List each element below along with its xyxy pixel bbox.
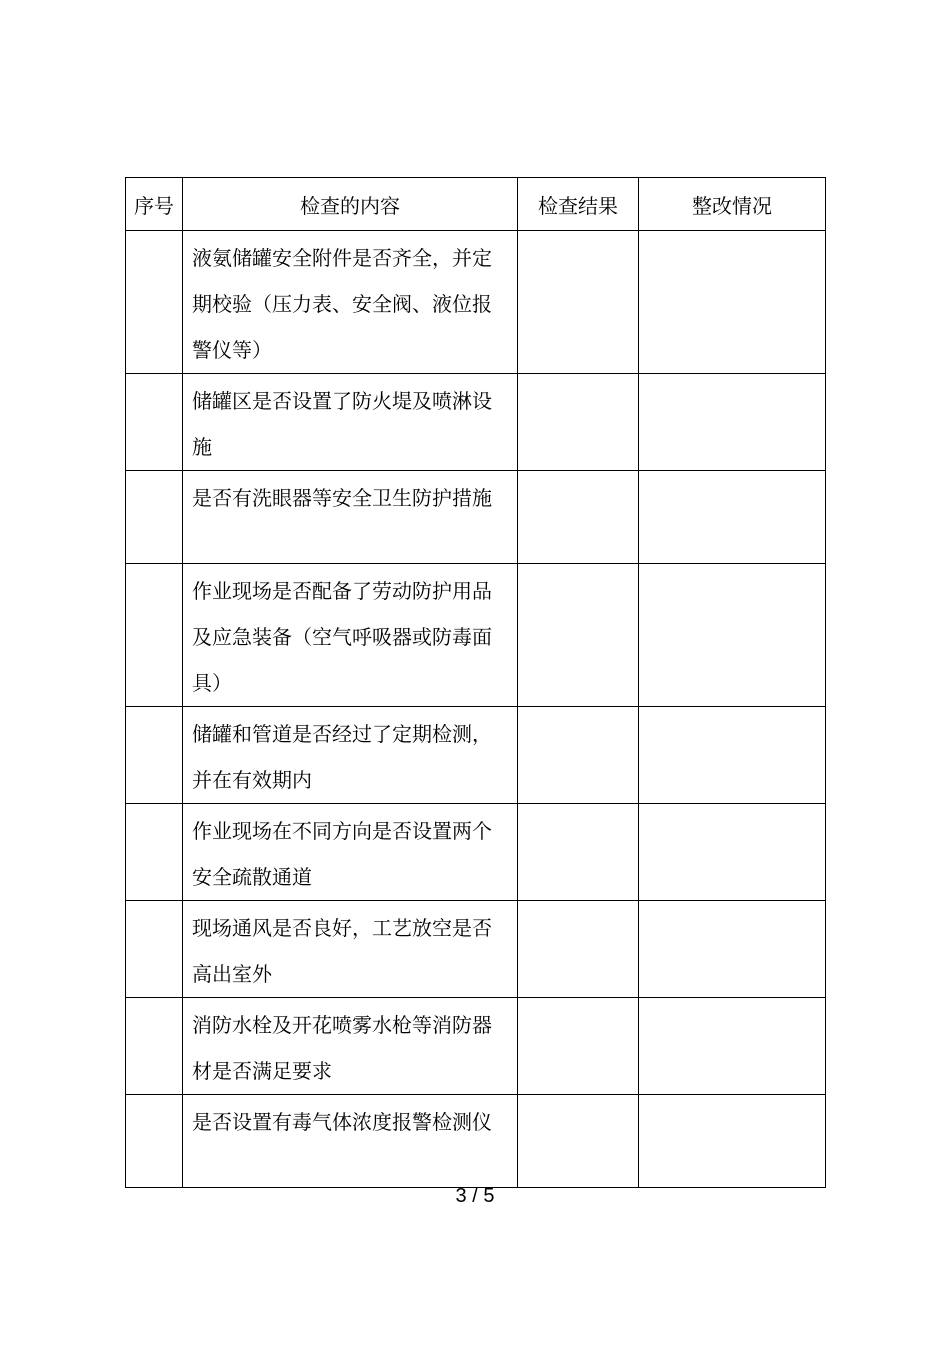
index-cell [126,804,183,901]
rectification-cell [639,707,826,804]
table-row [126,804,826,901]
content-cell: 是否有洗眼器等安全卫生防护措施 [183,471,518,564]
content-cell: 消防水栓及开花喷雾水枪等消防器材是否满足要求 [183,998,518,1095]
index-cell [126,374,183,471]
content-cell: 储罐区是否设置了防火堤及喷淋设施 [183,374,518,471]
page-number: 3 / 5 [455,1185,495,1207]
content-cell: 储罐和管道是否经过了定期检测，并在有效期内 [183,707,518,804]
result-cell [518,231,639,374]
table-row [126,707,826,804]
content-cell: 现场通风是否良好，工艺放空是否高出室外 [183,901,518,998]
index-cell [126,998,183,1095]
index-cell [126,901,183,998]
result-cell [518,1095,639,1188]
content-cell: 是否设置有毒气体浓度报警检测仪 [183,1095,518,1188]
table-row [126,901,826,998]
header-index: 序号 [126,178,183,231]
index-cell [126,1095,183,1188]
header-rectification: 整改情况 [639,178,826,231]
header-content: 检查的内容 [183,178,518,231]
index-cell [126,564,183,707]
table-row [126,564,826,707]
index-cell [126,231,183,374]
table-row [126,998,826,1095]
content-cell: 液氨储罐安全附件是否齐全，并定期校验（压力表、安全阀、液位报警仪等） [183,231,518,374]
rectification-cell [639,901,826,998]
rectification-cell [639,471,826,564]
rectification-cell [639,804,826,901]
rectification-cell [639,998,826,1095]
table-row [126,374,826,471]
result-cell [518,998,639,1095]
table-header-row [126,178,826,231]
table-row [126,471,826,564]
rectification-cell [639,374,826,471]
index-cell [126,471,183,564]
content-cell: 作业现场是否配备了劳动防护用品及应急装备（空气呼吸器或防毒面具） [183,564,518,707]
header-result: 检查结果 [518,178,639,231]
result-cell [518,707,639,804]
rectification-cell [639,1095,826,1188]
result-cell [518,901,639,998]
result-cell [518,471,639,564]
result-cell [518,804,639,901]
rectification-cell [639,564,826,707]
table-row [126,231,826,374]
rectification-cell [639,231,826,374]
content-cell: 作业现场在不同方向是否设置两个安全疏散通道 [183,804,518,901]
result-cell [518,374,639,471]
index-cell [126,707,183,804]
result-cell [518,564,639,707]
table-row [126,1095,826,1188]
safety-checklist-table [125,177,826,1188]
